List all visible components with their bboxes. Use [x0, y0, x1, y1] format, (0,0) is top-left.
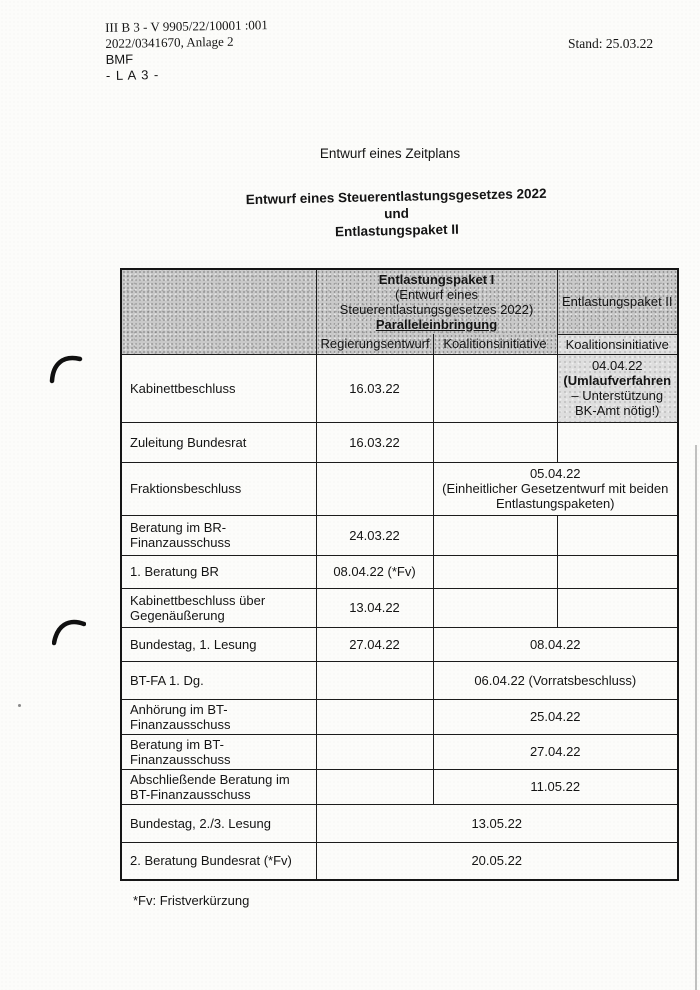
scan-edge-line — [695, 445, 697, 990]
regierungsentwurf-cell: 24.03.22 — [316, 515, 433, 555]
footnote: *Fv: Fristverkürzung — [133, 893, 250, 908]
table-row — [121, 515, 678, 555]
full-merged-date-cell: 20.05.22 — [316, 842, 678, 880]
table-row — [121, 734, 678, 769]
stage-label-cell: Kabinettbeschluss — [121, 354, 316, 422]
table-row — [121, 699, 678, 734]
stage-label-cell: Fraktionsbeschluss — [121, 462, 316, 515]
paket1-subtitle-1: (Entwurf eines — [394, 287, 479, 302]
table-body — [121, 354, 678, 880]
table-row — [121, 422, 678, 462]
merged-date-cell: 27.04.22 — [433, 734, 678, 769]
document-subtitle: Entwurf eines Zeitplans — [319, 146, 461, 161]
scan-arc-mark-bottom — [52, 616, 86, 648]
paket1-header-cell — [316, 269, 557, 334]
attachment-number: 2022/0341670, Anlage 2 — [105, 33, 234, 51]
paket2-cell — [557, 422, 678, 462]
paket2-note-line-1: (Umlaufverfahren — [563, 373, 672, 388]
regierungsentwurf-cell: 08.04.22 (*Fv) — [316, 555, 433, 588]
table-row — [121, 842, 678, 880]
koalitionsinitiative-cell — [433, 354, 557, 422]
title-line-1: Entwurf eines Steuerentlastungsgesetzes 2022 — [245, 185, 547, 208]
paket1-title: Entlastungspaket I — [378, 272, 495, 287]
reference-number: III B 3 - V 9905/22/10001 :001 — [105, 17, 268, 35]
stage-label-cell: 2. Beratung Bundesrat (*Fv) — [121, 842, 316, 880]
merged-date-line-1: 05.04.22 — [529, 466, 581, 481]
merged-date-cell — [433, 462, 678, 515]
stage-label-cell: Kabinettbeschluss über Gegenäußerung — [121, 588, 316, 627]
title-line-2: und — [384, 205, 410, 222]
koalitionsinitiative-cell — [433, 515, 557, 555]
stage-label-cell: Bundestag, 1. Lesung — [121, 627, 316, 661]
stage-label-cell: Beratung im BT-Finanzausschuss — [121, 734, 316, 769]
paket2-header-cell: Entlastungspaket II — [557, 269, 678, 334]
full-merged-date-cell: 13.05.22 — [316, 804, 678, 842]
table-row — [121, 661, 678, 699]
agency-abbreviation: BMF — [105, 51, 134, 67]
merged-date-line-2: (Einheitlicher Gesetzentwurf mit beiden — [442, 481, 669, 496]
regierungsentwurf-cell: 27.04.22 — [316, 627, 433, 661]
koalitionsinitiative-column-header: Koalitionsinitiative — [433, 334, 557, 354]
table-row — [121, 769, 678, 804]
regierungsentwurf-cell — [316, 734, 433, 769]
merged-date-cell: 25.04.22 — [433, 699, 678, 734]
merged-date-cell: 06.04.22 (Vorratsbeschluss) — [433, 661, 678, 699]
corner-header-cell — [121, 269, 316, 354]
koalitionsinitiative-cell — [433, 588, 557, 627]
paket2-note-line-2: – Unterstützung — [571, 388, 664, 403]
table-row — [121, 804, 678, 842]
paket1-subtitle-3: Paralleleinbringung — [375, 317, 498, 332]
merged-date-cell: 08.04.22 — [433, 627, 678, 661]
document-title — [0, 180, 700, 248]
schedule-table — [120, 268, 679, 881]
stage-label-cell: Bundestag, 2./3. Lesung — [121, 804, 316, 842]
table-row — [121, 462, 678, 515]
stage-label-cell: Abschließende Beratung im BT-Finanzausschuss — [121, 769, 316, 804]
regierungsentwurf-cell — [316, 769, 433, 804]
paket1-subtitle-2: Steuerentlastungsgesetzes 2022) — [339, 302, 534, 317]
merged-date-cell: 11.05.22 — [433, 769, 678, 804]
paket2-cell — [557, 588, 678, 627]
table-row — [121, 627, 678, 661]
paket2-cell — [557, 555, 678, 588]
unit-code: - L A 3 - — [105, 67, 160, 83]
table-row — [121, 555, 678, 588]
table-row — [121, 588, 678, 627]
stage-label-cell: 1. Beratung BR — [121, 555, 316, 588]
paket2-note-line-3: BK-Amt nötig!) — [574, 403, 660, 418]
paket2-date: 04.04.22 — [591, 358, 643, 373]
table-header — [121, 269, 678, 354]
regierungsentwurf-cell: 16.03.22 — [316, 422, 433, 462]
header-row-1 — [121, 269, 678, 334]
document-status-date: Stand: 25.03.22 — [568, 36, 654, 51]
reference-block — [105, 17, 269, 84]
koalitionsinitiative-cell — [433, 555, 557, 588]
stage-label-cell: Zuleitung Bundesrat — [121, 422, 316, 462]
stage-label-cell: Anhörung im BT-Finanzausschuss — [121, 699, 316, 734]
scan-speck — [18, 704, 21, 707]
stage-label-cell: Beratung im BR-Finanzausschuss — [121, 515, 316, 555]
paket2-cell — [557, 354, 678, 422]
koalitionsinitiative-cell — [433, 422, 557, 462]
merged-date-line-3: Entlastungspaketen) — [495, 496, 615, 511]
regierungsentwurf-column-header: Regierungsentwurf — [316, 334, 433, 354]
regierungsentwurf-cell — [316, 699, 433, 734]
regierungsentwurf-cell — [316, 661, 433, 699]
stage-label-cell: BT-FA 1. Dg. — [121, 661, 316, 699]
regierungsentwurf-cell — [316, 462, 433, 515]
paket2-column-header: Koalitionsinitiative — [557, 334, 678, 354]
paket2-cell — [557, 515, 678, 555]
regierungsentwurf-cell: 13.04.22 — [316, 588, 433, 627]
scan-arc-mark-top — [49, 352, 83, 384]
table-row — [121, 354, 678, 422]
regierungsentwurf-cell: 16.03.22 — [316, 354, 433, 422]
title-line-3: Entlastungspaket II — [334, 221, 459, 240]
